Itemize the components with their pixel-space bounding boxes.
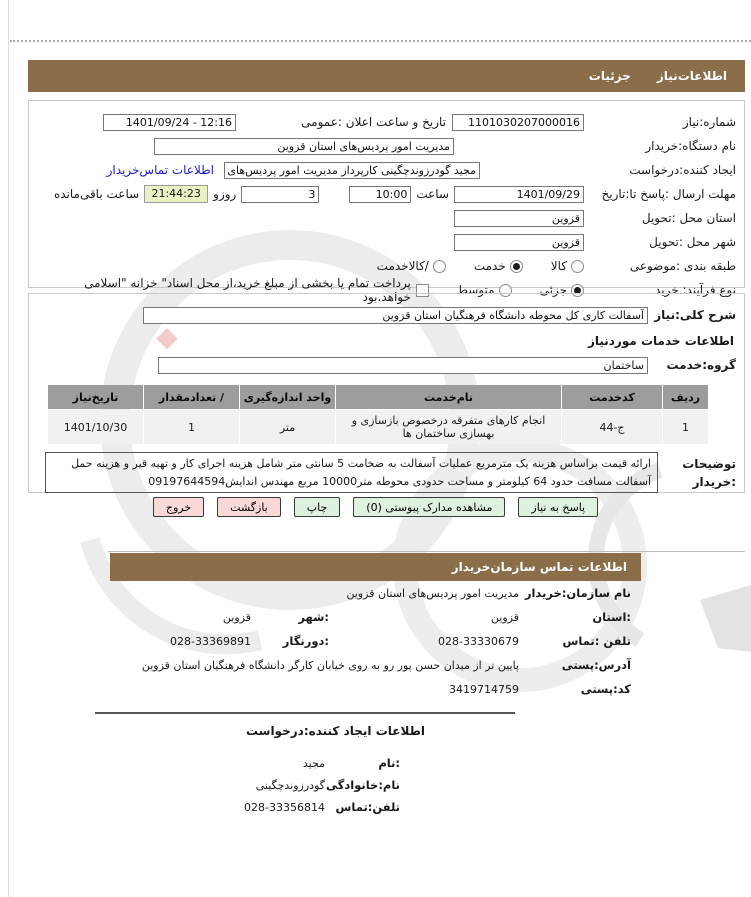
last-name-value: گودرزوندچگینی: [255, 778, 325, 792]
province-label: :استان: [592, 610, 631, 624]
org-name-label: نام سازمان:خریدار: [524, 586, 631, 600]
radio-minor-label: جزئی: [539, 283, 567, 297]
need-summary-input[interactable]: [143, 307, 648, 324]
radio-medium-label: متوسط: [456, 283, 495, 297]
radio-service-label: خدمت: [473, 259, 506, 273]
remaining-hours-label: ساعت باقی‌مانده: [53, 187, 140, 201]
action-buttons: [0, 497, 751, 517]
buyer-contact-link[interactable]: اطلاعات تماس‌خریدار: [106, 163, 214, 177]
days-label: روزو: [213, 187, 237, 201]
exit-button[interactable]: خروج: [153, 497, 204, 517]
services-info-heading: اطلاعات خدمات موردنیاز: [587, 334, 734, 348]
buyer-org-input[interactable]: [154, 138, 454, 155]
deadline-date-input[interactable]: [454, 186, 584, 203]
cell-row-number: 1: [663, 410, 708, 444]
delivery-city-input[interactable]: [454, 234, 584, 251]
cell-need-date: 1401/10/30: [48, 410, 143, 444]
phone-label: تلفن :تماس: [562, 634, 631, 648]
need-summary-label: شرح کلی:نیاز: [654, 308, 736, 322]
delivery-province-input[interactable]: [454, 210, 584, 227]
need-services-panel: [28, 293, 745, 493]
postal-address-label: آدرس:پستی: [561, 658, 631, 672]
service-group-input[interactable]: [158, 357, 648, 374]
first-name-value: مجید: [302, 756, 325, 770]
last-name-label: نام:خانوادگی: [326, 778, 400, 792]
col-service-name: نام‌خدمت: [336, 385, 561, 409]
col-row-number: ردیف: [663, 385, 708, 409]
fax-label: :دورنگار: [282, 634, 329, 648]
phone-value: 028-33330679: [438, 634, 519, 648]
tab-need-info[interactable]: اطلاعات‌نیاز: [656, 69, 727, 83]
radio-goods-label: کالا: [550, 259, 567, 273]
services-table-header-row: [48, 385, 708, 409]
contact-section-topline: [108, 551, 745, 552]
deadline-time-input[interactable]: [349, 186, 411, 203]
buyer-org-label: نام دستگاه:خریدار: [645, 139, 736, 153]
reply-deadline-label: مهلت ارسال :پاسخ تا:تاریخ: [601, 187, 736, 201]
request-creator-input[interactable]: [224, 162, 480, 179]
buyer-contact-section: [110, 553, 641, 701]
print-button[interactable]: چاپ: [294, 497, 341, 517]
delivery-province-label: استان محل :تحویل: [641, 211, 736, 225]
cell-service-name: انجام کارهای متفرقه درخصوص بازسازی و بهسازی ساختمان ها: [336, 410, 561, 444]
tab-bar: [28, 60, 745, 92]
buyer-contact-header: اطلاعات تماس سازمان‌خریدار: [110, 553, 641, 581]
col-quantity: / تعدادمقدار: [144, 385, 239, 409]
services-table: [47, 384, 709, 445]
request-creator-label: ایجاد کننده:درخواست: [629, 163, 736, 177]
cell-service-code: ج-44: [562, 410, 662, 444]
radio-service[interactable]: [510, 260, 523, 273]
buyer-notes-row: [37, 452, 736, 493]
province-value: قزوین: [490, 610, 519, 624]
view-attachments-button[interactable]: مشاهده مدارک پیوستی (0): [353, 497, 505, 517]
radio-goods-service-label: /کالاخدمت: [376, 259, 429, 273]
back-button[interactable]: بازگشت: [217, 497, 281, 517]
table-row: [48, 410, 708, 444]
city-label: :شهر: [298, 610, 329, 624]
col-unit: واحد اندازه‌گیری: [240, 385, 335, 409]
page-left-border: [8, 0, 9, 897]
cell-unit: متر: [240, 410, 335, 444]
col-service-code: کدخدمت: [562, 385, 662, 409]
city-value: قزوین: [222, 610, 251, 624]
request-creator-section: [175, 724, 425, 818]
postal-address-value: پایین تر از میدان حسن پور رو به روی خیابان کارگر دانشگاه فرهنگیان استان قزوین: [141, 658, 519, 672]
hour-label: ساعت: [416, 187, 449, 201]
announce-datetime-label: تاریخ و ساعت اعلان :عمومی: [301, 115, 446, 129]
reply-to-need-button[interactable]: پاسخ به نیاز: [518, 497, 598, 517]
fax-value: 028-33369891: [170, 634, 251, 648]
tab-details[interactable]: جزئیات: [588, 69, 631, 83]
buyer-notes-text: ارائه قیمت براساس هزینه یک مترمربع عملیات آسفالت به ضخامت 5 سانتی متر شامل هزینه اجرای کار و تهیه قیر و هزینه حمل آسفالت مسافت حدود 64 کیلومتر و مساحت حدودی محوطه متر10000 مربع مهندس اندایش09197644594: [45, 452, 658, 493]
postal-code-value: 3419714759: [449, 682, 519, 696]
days-input[interactable]: [241, 186, 319, 203]
postal-code-label: کد:پستی: [580, 682, 631, 696]
creator-phone-value: 028-33356814: [244, 800, 325, 814]
creator-section-heading: اطلاعات ایجاد کننده:درخواست: [245, 724, 425, 738]
subject-classification-label: طبقه بندی :موضوعی: [629, 259, 736, 273]
org-name-value: مدیریت امور پردیس‌های استان قزوین: [346, 586, 519, 600]
buyer-notes-label: توضیحات :خریدار: [682, 456, 736, 489]
countdown-timer: 21:44:23: [144, 185, 208, 203]
creator-phone-label: تلفن:تماس: [335, 800, 400, 814]
announce-datetime-input[interactable]: [103, 114, 236, 131]
need-header-panel: [28, 100, 745, 304]
creator-section-divider: [95, 712, 515, 714]
treasury-payment-label: پرداخت تمام یا بخشی از مبلغ خرید،از محل اسناد" خزانه "اسلامی خواهد.بود: [84, 276, 411, 304]
delivery-city-label: شهر محل :تحویل: [649, 235, 736, 249]
top-dotted-divider: [10, 40, 751, 42]
first-name-label: :نام: [378, 756, 400, 770]
radio-goods-service[interactable]: [433, 260, 446, 273]
service-group-label: گروه:خدمت: [666, 358, 736, 372]
process-type-label: نوع فرآیند: خرید: [655, 283, 736, 297]
col-need-date: تاریخ‌نیاز: [48, 385, 143, 409]
need-number-label: شماره:نیاز: [682, 115, 736, 129]
need-number-input[interactable]: [452, 114, 584, 131]
radio-goods[interactable]: [571, 260, 584, 273]
cell-quantity: 1: [144, 410, 239, 444]
